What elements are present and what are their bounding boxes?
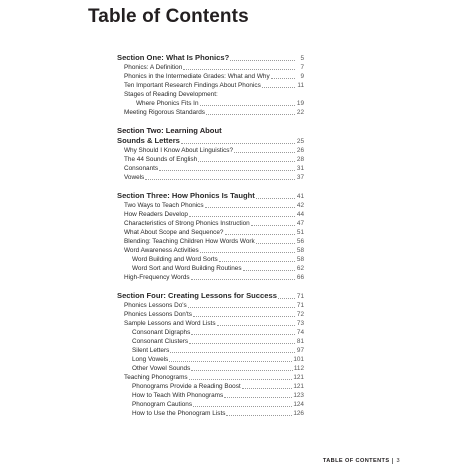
page-number: 66 — [296, 274, 304, 281]
dot-leader — [224, 397, 292, 398]
page-title: Table of Contents — [88, 6, 249, 27]
toc-entry[interactable] — [117, 310, 304, 319]
toc-entry[interactable] — [117, 400, 304, 409]
section-three — [117, 191, 304, 282]
section-heading — [117, 191, 304, 201]
entry-title: How to Teach With Phonograms — [132, 392, 224, 399]
page-number: 62 — [296, 265, 304, 272]
toc-entry[interactable] — [117, 99, 304, 108]
section-title: Section Three: How Phonics Is Taught — [117, 191, 255, 200]
page-number: 47 — [296, 220, 304, 227]
page-number: 121 — [293, 374, 304, 381]
toc-entry[interactable] — [117, 319, 304, 328]
page-number: 31 — [296, 165, 304, 172]
dot-leader — [198, 161, 295, 162]
section-title: Section Four: Creating Lessons for Success — [117, 291, 277, 300]
dot-leader — [181, 143, 295, 144]
section-title: Section One: What Is Phonics? — [117, 53, 230, 62]
dot-leader — [188, 307, 295, 308]
dot-leader — [278, 298, 295, 299]
page-number: 126 — [293, 410, 304, 417]
entry-title: Where Phonics Fits In — [136, 100, 199, 107]
entry-title: Blending: Teaching Children How Words Work — [124, 238, 255, 245]
page-number: 71 — [296, 293, 304, 300]
page-footer — [323, 458, 400, 464]
toc-entry[interactable] — [117, 53, 304, 63]
page-number: 71 — [296, 302, 304, 309]
entry-title: Word Sort and Word Building Routines — [132, 265, 242, 272]
dot-leader — [145, 179, 295, 180]
page-number: 11 — [297, 82, 304, 89]
dot-leader — [256, 243, 295, 244]
dot-leader — [189, 216, 295, 217]
dot-leader — [256, 198, 295, 199]
page-number: 19 — [296, 100, 304, 107]
toc-entry[interactable] — [117, 237, 304, 246]
page-number: 44 — [296, 211, 304, 218]
section-one — [117, 53, 304, 117]
toc-entry[interactable] — [117, 382, 304, 391]
page-number: 123 — [293, 392, 304, 399]
section-title: Sounds & Letters — [117, 136, 180, 145]
page-number: 58 — [296, 247, 304, 254]
page-number: 124 — [293, 401, 304, 408]
toc-entry[interactable] — [117, 173, 304, 182]
entry-title: Phonics: A Definition — [124, 64, 183, 71]
entry-title: Consonants — [124, 165, 159, 172]
toc-entry[interactable] — [117, 146, 304, 155]
entry-title: Vowels — [124, 174, 145, 181]
toc-entry[interactable] — [117, 355, 304, 364]
page-number: 97 — [296, 347, 304, 354]
dot-leader — [242, 388, 293, 389]
entry-title: Sample Lessons and Word Lists — [124, 320, 216, 327]
entry-title: Word Awareness Activities — [124, 247, 199, 254]
toc-entry[interactable] — [117, 136, 304, 146]
dot-leader — [189, 379, 293, 380]
page-number: 42 — [296, 202, 304, 209]
dot-leader — [170, 352, 295, 353]
toc-entry[interactable] — [117, 346, 304, 355]
page-number: 28 — [296, 156, 304, 163]
section-heading — [117, 53, 304, 63]
entry-title: Word Building and Word Sorts — [132, 256, 218, 263]
page-number: 101 — [293, 356, 304, 363]
page-number: 121 — [293, 383, 304, 390]
page-number: 7 — [300, 64, 304, 71]
toc-entry[interactable] — [117, 219, 304, 228]
toc-entry[interactable] — [117, 155, 304, 164]
footer-label: TABLE OF CONTENTS — [322, 458, 390, 464]
toc-entry[interactable] — [117, 391, 304, 400]
page-number: 56 — [296, 238, 304, 245]
toc-entry[interactable] — [117, 264, 304, 273]
entry-title: Meeting Rigorous Standards — [124, 109, 205, 116]
entry-title: Phonogram Cautions — [132, 401, 193, 408]
entry-title: Silent Letters — [132, 347, 170, 354]
entry-title: High-Frequency Words — [124, 274, 190, 281]
entry-title: The 44 Sounds of English — [124, 156, 198, 163]
page-number: 81 — [296, 338, 304, 345]
entry-title: Consonant Clusters — [132, 338, 189, 345]
entry-title: How Readers Develop — [124, 211, 188, 218]
toc-entry[interactable] — [117, 228, 304, 237]
entry-title: Stages of Reading Development: — [124, 91, 218, 98]
page-number: 9 — [300, 73, 304, 80]
toc-entry[interactable] — [117, 210, 304, 219]
toc-entry[interactable] — [117, 301, 304, 310]
entry-title: Why Should I Know About Linguistics? — [124, 147, 234, 154]
dot-leader — [193, 406, 292, 407]
page-number: 51 — [296, 229, 304, 236]
dot-leader — [205, 207, 295, 208]
page-number: 25 — [296, 138, 304, 145]
toc-entry[interactable] — [117, 291, 304, 301]
toc-entry[interactable] — [117, 164, 304, 173]
dot-leader — [262, 87, 295, 88]
page-number: 112 — [293, 365, 304, 372]
dot-leader — [271, 78, 295, 79]
dot-leader — [191, 279, 295, 280]
section-four — [117, 291, 304, 418]
dot-leader — [183, 69, 295, 70]
page-number: 5 — [300, 55, 304, 62]
dot-leader — [251, 225, 295, 226]
dot-leader — [217, 325, 295, 326]
toc-entry[interactable] — [117, 108, 304, 117]
entry-title: What About Scope and Sequence? — [124, 229, 224, 236]
dot-leader — [191, 334, 295, 335]
section-two — [117, 126, 304, 182]
entry-title: Phonics in the Intermediate Grades: What and Why — [124, 73, 270, 80]
dot-leader — [193, 316, 295, 317]
entry-title: Phonics Lessons Do's — [124, 302, 187, 309]
toc-entry[interactable] — [117, 364, 304, 373]
dot-leader — [159, 170, 295, 171]
toc-entry[interactable] — [117, 90, 304, 99]
dot-leader — [189, 343, 295, 344]
dot-leader — [234, 152, 295, 153]
dot-leader — [243, 270, 295, 271]
toc-entry[interactable] — [117, 63, 304, 72]
section-heading — [117, 291, 304, 301]
table-of-contents — [117, 53, 304, 427]
page-number: 72 — [296, 311, 304, 318]
toc-entry[interactable] — [117, 72, 304, 81]
entry-title: Long Vowels — [132, 356, 169, 363]
page-number: 58 — [296, 256, 304, 263]
dot-leader — [200, 252, 295, 253]
toc-entry[interactable] — [117, 328, 304, 337]
toc-entry[interactable] — [117, 81, 304, 90]
toc-entry[interactable] — [117, 201, 304, 210]
entry-title: Two Ways to Teach Phonics — [124, 202, 204, 209]
toc-entry[interactable] — [117, 255, 304, 264]
footer-page-number: 3 — [392, 458, 400, 464]
toc-entry[interactable] — [117, 246, 304, 255]
dot-leader — [206, 114, 295, 115]
page-number: 26 — [296, 147, 304, 154]
entry-title: Ten Important Research Findings About Phonics — [124, 82, 261, 89]
entry-title: Teaching Phonograms — [124, 374, 188, 381]
dot-leader — [200, 105, 295, 106]
dot-leader — [219, 261, 295, 262]
section-title[interactable]: Section Two: Learning About — [117, 126, 222, 135]
entry-title: Characteristics of Strong Phonics Instruction — [124, 220, 250, 227]
page-number: 74 — [296, 329, 304, 336]
page-number: 73 — [296, 320, 304, 327]
page-number: 41 — [296, 193, 304, 200]
toc-entry[interactable] — [117, 373, 304, 382]
toc-entry[interactable] — [117, 273, 304, 282]
toc-entry[interactable] — [117, 191, 304, 201]
page-number: 37 — [296, 174, 304, 181]
entry-title: Phonograms Provide a Reading Boost — [132, 383, 241, 390]
toc-entry[interactable] — [117, 409, 304, 418]
section-heading — [117, 126, 304, 146]
entry-title: Consonant Digraphs — [132, 329, 191, 336]
entry-title: How to Use the Phonogram Lists — [132, 410, 226, 417]
toc-entry[interactable] — [117, 337, 304, 346]
dot-leader — [230, 60, 295, 61]
entry-title: Other Vowel Sounds — [132, 365, 191, 372]
entry-title: Phonics Lessons Don'ts — [124, 311, 193, 318]
dot-leader — [169, 361, 292, 362]
dot-leader — [226, 415, 292, 416]
page-number: 22 — [296, 109, 304, 116]
dot-leader — [225, 234, 296, 235]
dot-leader — [191, 370, 293, 371]
